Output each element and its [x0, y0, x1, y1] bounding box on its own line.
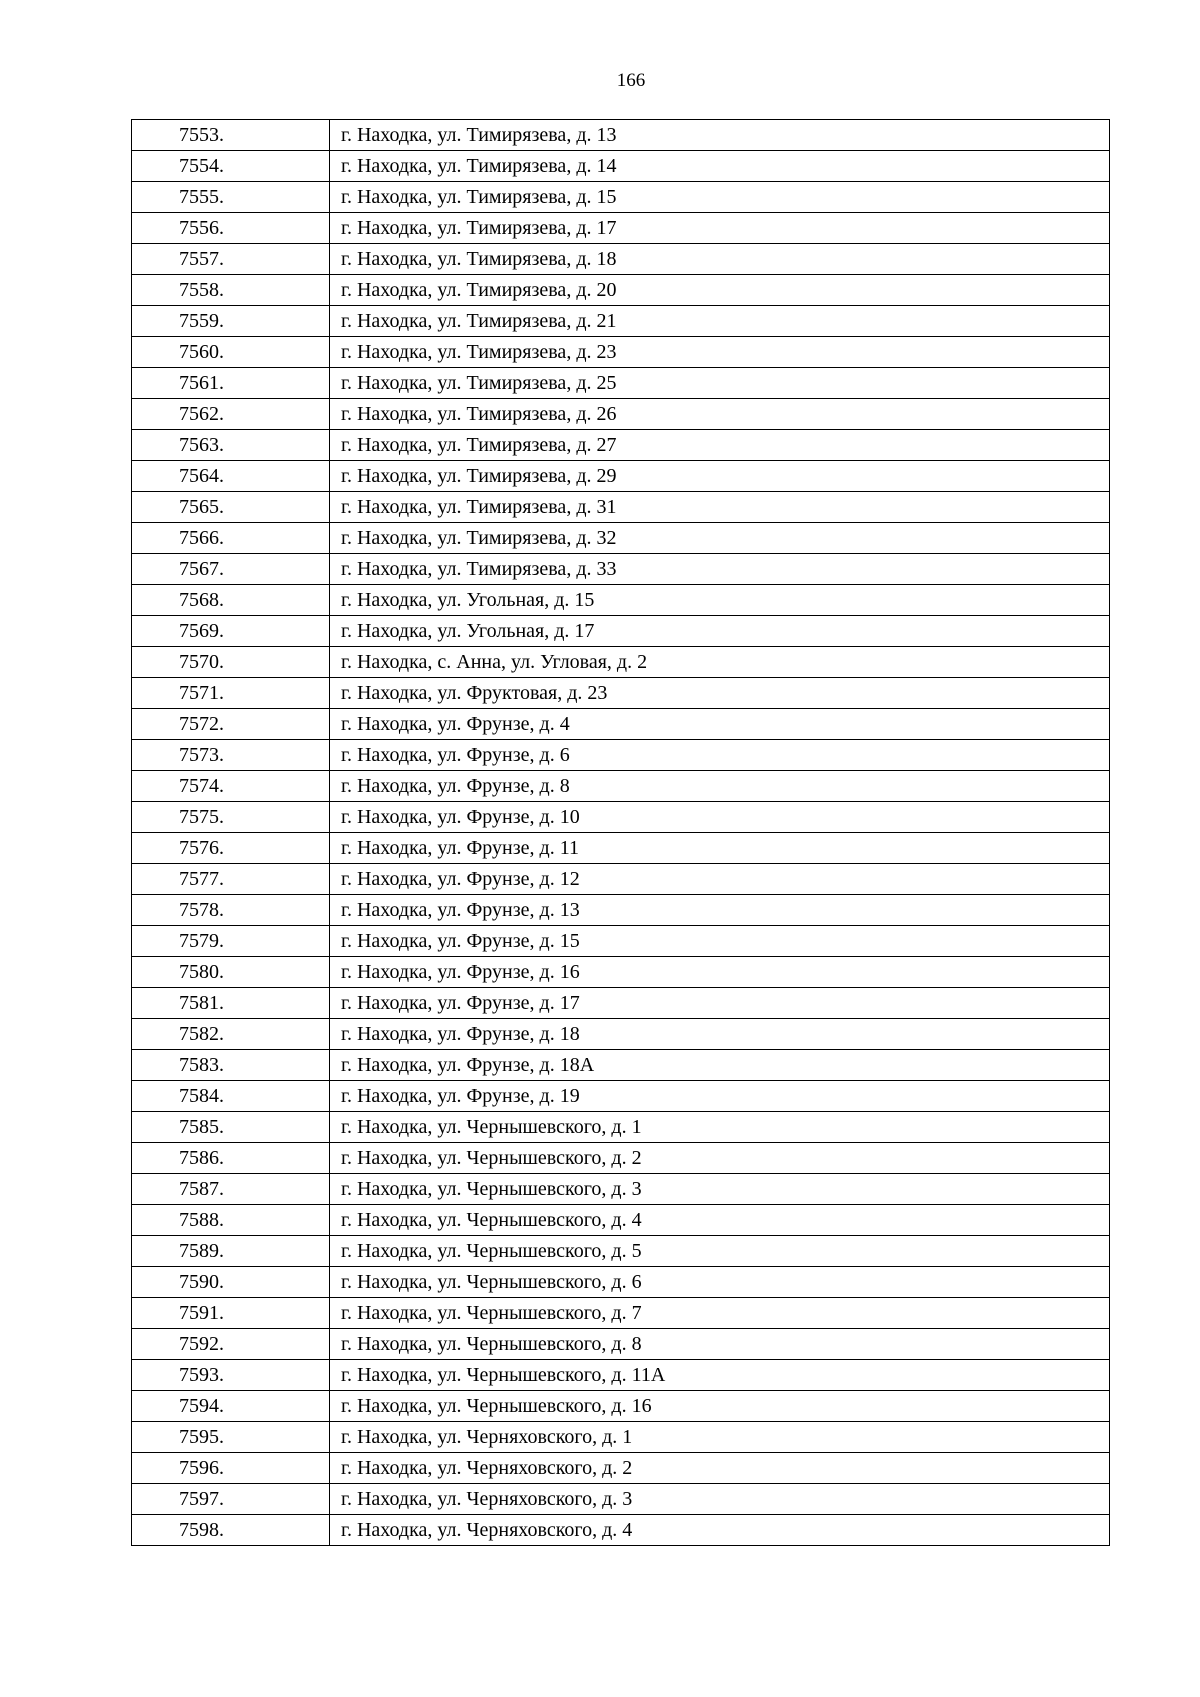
- row-number: 7581.: [132, 988, 330, 1019]
- row-number: 7562.: [132, 399, 330, 430]
- row-address: г. Находка, ул. Черняховского, д. 1: [330, 1422, 1110, 1453]
- row-address: г. Находка, ул. Фрунзе, д. 8: [330, 771, 1110, 802]
- row-number: 7584.: [132, 1081, 330, 1112]
- row-address: г. Находка, ул. Чернышевского, д. 16: [330, 1391, 1110, 1422]
- row-number: 7555.: [132, 182, 330, 213]
- table-row: [132, 275, 1110, 306]
- row-number: 7577.: [132, 864, 330, 895]
- row-number: 7582.: [132, 1019, 330, 1050]
- row-address: г. Находка, ул. Чернышевского, д. 7: [330, 1298, 1110, 1329]
- row-address: г. Находка, ул. Фруктовая, д. 23: [330, 678, 1110, 709]
- row-address: г. Находка, ул. Фрунзе, д. 16: [330, 957, 1110, 988]
- table-row: [132, 213, 1110, 244]
- row-address: г. Находка, ул. Фрунзе, д. 4: [330, 709, 1110, 740]
- table-row: [132, 1391, 1110, 1422]
- row-number: 7567.: [132, 554, 330, 585]
- row-number: 7565.: [132, 492, 330, 523]
- table-row: [132, 1143, 1110, 1174]
- table-row: [132, 1081, 1110, 1112]
- table-row: [132, 1329, 1110, 1360]
- row-address: г. Находка, ул. Чернышевского, д. 5: [330, 1236, 1110, 1267]
- table-row: [132, 182, 1110, 213]
- table-row: [132, 926, 1110, 957]
- table-row: [132, 492, 1110, 523]
- table-row: [132, 895, 1110, 926]
- row-number: 7594.: [132, 1391, 330, 1422]
- row-number: 7598.: [132, 1515, 330, 1546]
- page-number: 166: [616, 70, 646, 91]
- row-address: г. Находка, ул. Чернышевского, д. 8: [330, 1329, 1110, 1360]
- row-number: 7563.: [132, 430, 330, 461]
- table-row: [132, 833, 1110, 864]
- row-address: г. Находка, ул. Фрунзе, д. 15: [330, 926, 1110, 957]
- table-row: [132, 120, 1110, 151]
- row-number: 7597.: [132, 1484, 330, 1515]
- row-number: 7573.: [132, 740, 330, 771]
- row-address: г. Находка, ул. Фрунзе, д. 12: [330, 864, 1110, 895]
- row-number: 7561.: [132, 368, 330, 399]
- table-row: [132, 306, 1110, 337]
- row-address: г. Находка, ул. Фрунзе, д. 18: [330, 1019, 1110, 1050]
- row-address: г. Находка, ул. Тимирязева, д. 13: [330, 120, 1110, 151]
- table-row: [132, 151, 1110, 182]
- row-number: 7574.: [132, 771, 330, 802]
- table-row: [132, 1360, 1110, 1391]
- row-number: 7588.: [132, 1205, 330, 1236]
- row-number: 7558.: [132, 275, 330, 306]
- table-row: [132, 368, 1110, 399]
- table-row: [132, 399, 1110, 430]
- row-number: 7595.: [132, 1422, 330, 1453]
- row-address: г. Находка, ул. Фрунзе, д. 10: [330, 802, 1110, 833]
- table-row: [132, 461, 1110, 492]
- row-number: 7556.: [132, 213, 330, 244]
- row-number: 7575.: [132, 802, 330, 833]
- row-address: г. Находка, ул. Черняховского, д. 2: [330, 1453, 1110, 1484]
- row-number: 7592.: [132, 1329, 330, 1360]
- row-number: 7571.: [132, 678, 330, 709]
- table-row: [132, 957, 1110, 988]
- row-number: 7557.: [132, 244, 330, 275]
- row-address: г. Находка, ул. Тимирязева, д. 15: [330, 182, 1110, 213]
- table-row: [132, 1453, 1110, 1484]
- table-row: [132, 1267, 1110, 1298]
- table-row: [132, 1298, 1110, 1329]
- row-address: г. Находка, ул. Фрунзе, д. 11: [330, 833, 1110, 864]
- row-address: г. Находка, ул. Фрунзе, д. 18А: [330, 1050, 1110, 1081]
- row-number: 7559.: [132, 306, 330, 337]
- row-number: 7554.: [132, 151, 330, 182]
- row-number: 7566.: [132, 523, 330, 554]
- table-row: [132, 709, 1110, 740]
- table-row: [132, 678, 1110, 709]
- row-number: 7564.: [132, 461, 330, 492]
- table-row: [132, 1174, 1110, 1205]
- row-address: г. Находка, ул. Черняховского, д. 4: [330, 1515, 1110, 1546]
- row-number: 7569.: [132, 616, 330, 647]
- table-row: [132, 1205, 1110, 1236]
- row-number: 7593.: [132, 1360, 330, 1391]
- table-row: [132, 244, 1110, 275]
- table-row: [132, 616, 1110, 647]
- row-number: 7590.: [132, 1267, 330, 1298]
- row-address: г. Находка, ул. Тимирязева, д. 14: [330, 151, 1110, 182]
- row-number: 7553.: [132, 120, 330, 151]
- table-row: [132, 430, 1110, 461]
- row-number: 7579.: [132, 926, 330, 957]
- table-row: [132, 802, 1110, 833]
- row-number: 7589.: [132, 1236, 330, 1267]
- address-table-body: [132, 120, 1110, 1546]
- table-row: [132, 1019, 1110, 1050]
- row-address: г. Находка, ул. Фрунзе, д. 6: [330, 740, 1110, 771]
- row-number: 7560.: [132, 337, 330, 368]
- row-number: 7583.: [132, 1050, 330, 1081]
- row-number: 7572.: [132, 709, 330, 740]
- row-address: г. Находка, ул. Черняховского, д. 3: [330, 1484, 1110, 1515]
- table-row: [132, 771, 1110, 802]
- table-row: [132, 988, 1110, 1019]
- row-address: г. Находка, ул. Фрунзе, д. 19: [330, 1081, 1110, 1112]
- row-number: 7578.: [132, 895, 330, 926]
- row-number: 7596.: [132, 1453, 330, 1484]
- row-address: г. Находка, ул. Тимирязева, д. 21: [330, 306, 1110, 337]
- row-number: 7570.: [132, 647, 330, 678]
- row-address: г. Находка, ул. Чернышевского, д. 11А: [330, 1360, 1110, 1391]
- row-address: г. Находка, ул. Тимирязева, д. 20: [330, 275, 1110, 306]
- row-number: 7580.: [132, 957, 330, 988]
- address-table: [131, 119, 1110, 1546]
- row-address: г. Находка, ул. Чернышевского, д. 1: [330, 1112, 1110, 1143]
- row-number: 7568.: [132, 585, 330, 616]
- row-address: г. Находка, ул. Угольная, д. 15: [330, 585, 1110, 616]
- table-row: [132, 554, 1110, 585]
- table-row: [132, 1236, 1110, 1267]
- row-address: г. Находка, ул. Фрунзе, д. 13: [330, 895, 1110, 926]
- row-address: г. Находка, ул. Тимирязева, д. 33: [330, 554, 1110, 585]
- row-address: г. Находка, с. Анна, ул. Угловая, д. 2: [330, 647, 1110, 678]
- row-address: г. Находка, ул. Угольная, д. 17: [330, 616, 1110, 647]
- table-row: [132, 864, 1110, 895]
- table-row: [132, 337, 1110, 368]
- row-address: г. Находка, ул. Тимирязева, д. 32: [330, 523, 1110, 554]
- row-address: г. Находка, ул. Чернышевского, д. 6: [330, 1267, 1110, 1298]
- row-number: 7585.: [132, 1112, 330, 1143]
- row-address: г. Находка, ул. Фрунзе, д. 17: [330, 988, 1110, 1019]
- table-row: [132, 585, 1110, 616]
- table-row: [132, 1484, 1110, 1515]
- table-row: [132, 647, 1110, 678]
- table-row: [132, 1050, 1110, 1081]
- row-address: г. Находка, ул. Тимирязева, д. 25: [330, 368, 1110, 399]
- table-row: [132, 1515, 1110, 1546]
- row-address: г. Находка, ул. Тимирязева, д. 29: [330, 461, 1110, 492]
- row-number: 7586.: [132, 1143, 330, 1174]
- row-address: г. Находка, ул. Тимирязева, д. 27: [330, 430, 1110, 461]
- row-number: 7587.: [132, 1174, 330, 1205]
- row-number: 7576.: [132, 833, 330, 864]
- table-row: [132, 1422, 1110, 1453]
- row-address: г. Находка, ул. Тимирязева, д. 23: [330, 337, 1110, 368]
- row-address: г. Находка, ул. Тимирязева, д. 26: [330, 399, 1110, 430]
- row-address: г. Находка, ул. Тимирязева, д. 31: [330, 492, 1110, 523]
- table-row: [132, 1112, 1110, 1143]
- row-number: 7591.: [132, 1298, 330, 1329]
- row-address: г. Находка, ул. Тимирязева, д. 18: [330, 244, 1110, 275]
- table-row: [132, 740, 1110, 771]
- row-address: г. Находка, ул. Чернышевского, д. 3: [330, 1174, 1110, 1205]
- row-address: г. Находка, ул. Тимирязева, д. 17: [330, 213, 1110, 244]
- table-row: [132, 523, 1110, 554]
- row-address: г. Находка, ул. Чернышевского, д. 4: [330, 1205, 1110, 1236]
- row-address: г. Находка, ул. Чернышевского, д. 2: [330, 1143, 1110, 1174]
